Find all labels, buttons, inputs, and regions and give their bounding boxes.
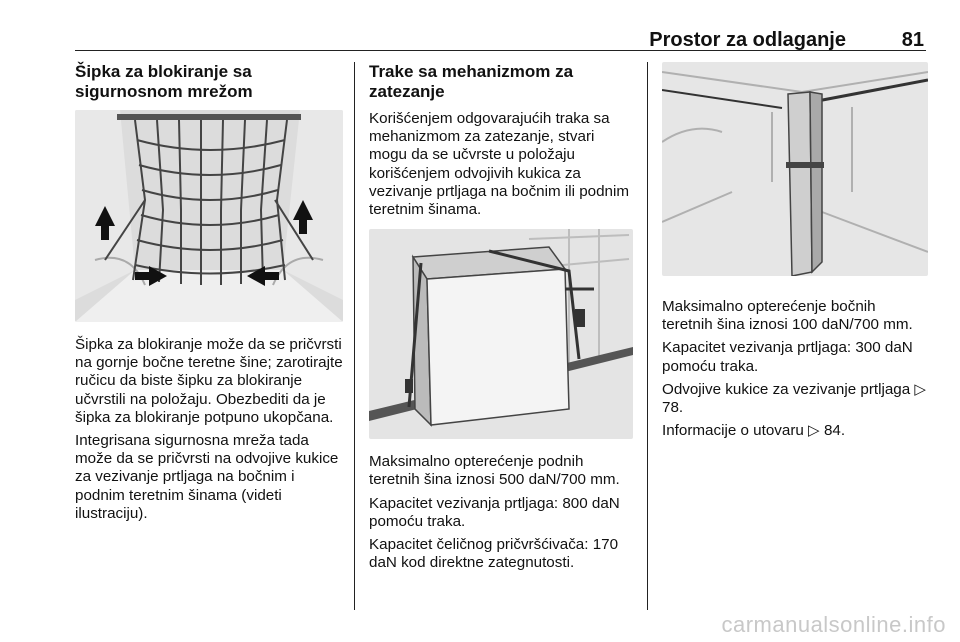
page-header (75, 30, 926, 51)
watermark: carmanualsonline.info (721, 612, 946, 637)
paragraph: Integrisana sigurnosna mreža tada može da se pričvrsti na odvojive kukice za vezivanje prtljaga na bočnim i podnim teretnim šinama (videti ilustraciju). (75, 432, 339, 522)
paragraph: Kapacitet vezivanja prtljaga: 300 daN pomoću traka. (662, 339, 913, 375)
column-divider (647, 62, 648, 610)
safety-net-illustration (75, 110, 343, 322)
paragraph: Šipka za blokiranje može da se pričvrsti na gornje bočne teretne šine; zarotirajte ručicu da biste šipku za blokiranje učvrstili na položaju. Obezbediti da je šipka za blokiranje potpuno ukopčana. (75, 336, 343, 426)
section-title: Prostor za odlaganje (649, 29, 846, 51)
paragraph: Kapacitet čeličnog pričvršćivača: 170 daN kod direktne zategnutosti. (369, 536, 619, 572)
paragraph: Korišćenjem odgovarajućih traka sa mehanizmom za zatezanje, stvari mogu da se učvrste u položaju korišćenjem odvojivih kukica za vezivanje prtljaga na bočnim ili podnim teretnim šinama. (369, 110, 630, 219)
column-divider (354, 62, 355, 610)
paragraph: Odvojive kukice za vezivanje prtljaga ▷ 78. (662, 380, 927, 417)
paragraph: Informacije o utovaru ▷ 84. (662, 422, 846, 440)
paragraph: Maksimalno opterećenje podnih teretnih šina iznosi 500 daN/700 mm. (369, 453, 620, 489)
page-number: 81 (901, 29, 924, 51)
cargo-bar-illustration (662, 62, 928, 276)
strap-illustration (369, 229, 633, 439)
column-3 (662, 62, 928, 445)
paragraph: Kapacitet vezivanja prtljaga: 800 daN pomoću traka. (369, 494, 620, 530)
section-heading: Šipka za blokiranje sa sigurnosnom mrežom (75, 62, 253, 101)
column-2 (369, 62, 633, 577)
paragraph: Maksimalno opterećenje bočnih teretnih šina iznosi 100 daN/700 mm. (662, 298, 913, 334)
section-heading: Trake sa mehanizmom za zatezanje (369, 62, 574, 101)
column-1 (75, 62, 343, 528)
